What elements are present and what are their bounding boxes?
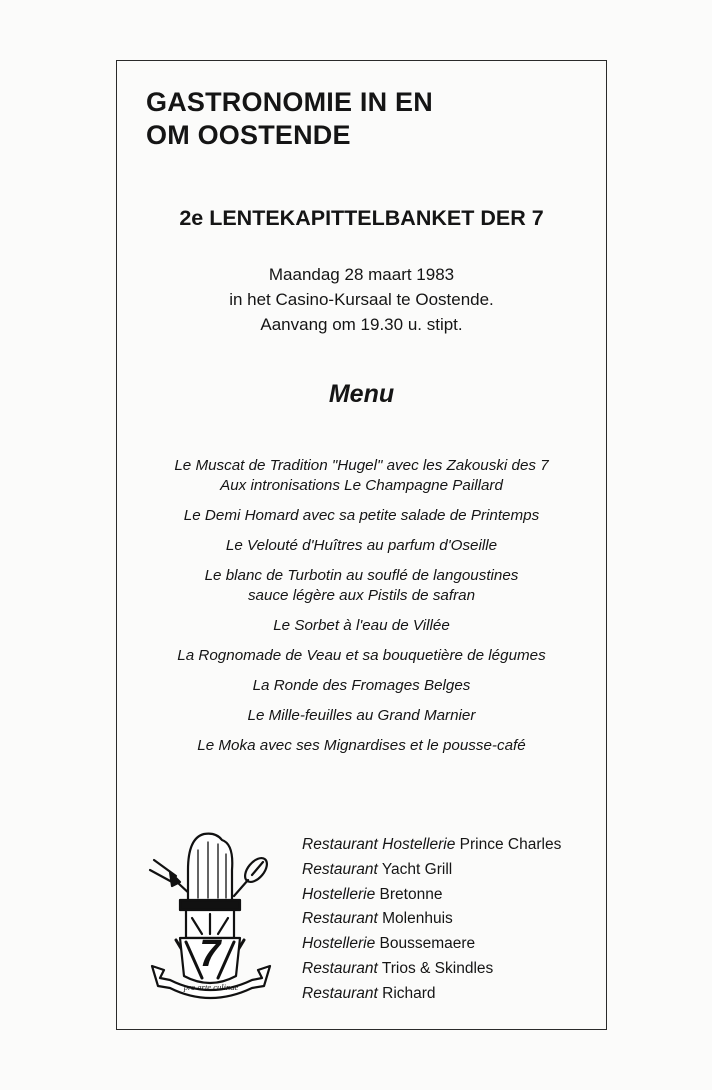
course-line: Le Moka avec ses Mignardises et le pousse-café bbox=[197, 737, 526, 754]
restaurant-item bbox=[302, 858, 561, 883]
restaurant-type: Restaurant bbox=[302, 860, 378, 878]
restaurant-name: Prince Charles bbox=[459, 836, 562, 853]
course-line: La Ronde des Fromages Belges bbox=[252, 677, 471, 694]
course-line: Le Sorbet à l'eau de Villée bbox=[273, 617, 450, 634]
course-line: sauce légère aux Pistils de safran bbox=[247, 587, 476, 604]
restaurant-type: Restaurant Hostellerie bbox=[302, 836, 456, 853]
event-date: Maandag 28 maart 1983 bbox=[268, 265, 455, 284]
title-line: GASTRONOMIE IN EN bbox=[146, 87, 433, 117]
menu-course bbox=[116, 536, 607, 556]
event-start-time: Aanvang om 19.30 u. stipt. bbox=[260, 315, 463, 334]
course-line: Le blanc de Turbotin au souflé de langoustines bbox=[204, 567, 519, 584]
restaurant-item bbox=[302, 982, 561, 1007]
title-line: OM OOSTENDE bbox=[146, 120, 351, 150]
emblem-ribbon-text: pro arte culinae bbox=[183, 982, 239, 992]
course-line: Le Demi Homard avec sa petite salade de Printemps bbox=[183, 507, 540, 524]
menu-course bbox=[116, 506, 607, 526]
restaurant-name: Yacht Grill bbox=[381, 860, 453, 878]
course-line: Le Mille-feuilles au Grand Marnier bbox=[247, 707, 476, 724]
course-line: La Rognomade de Veau et sa bouquetière de légumes bbox=[177, 647, 546, 664]
event-location: in het Casino-Kursaal te Oostende. bbox=[229, 290, 494, 309]
menu-course bbox=[116, 706, 607, 726]
chef-hat-emblem-icon bbox=[146, 830, 276, 1005]
restaurant-name: Trios & Skindles bbox=[381, 959, 494, 977]
restaurant-type: Restaurant bbox=[302, 984, 378, 1002]
restaurant-list bbox=[302, 833, 561, 1007]
restaurant-type: Hostellerie bbox=[302, 935, 376, 953]
menu-course bbox=[116, 566, 607, 606]
restaurant-item bbox=[302, 907, 561, 932]
menu-course bbox=[116, 616, 607, 636]
menu-course bbox=[116, 646, 607, 666]
restaurant-name: Molenhuis bbox=[382, 910, 453, 928]
restaurant-name: Richard bbox=[382, 984, 436, 1002]
menu-course bbox=[116, 456, 607, 496]
menu-heading: Menu bbox=[328, 380, 395, 408]
course-line: Aux intronisations Le Champagne Paillard bbox=[220, 477, 503, 494]
restaurant-type: Restaurant bbox=[302, 959, 378, 977]
restaurant-item bbox=[302, 883, 561, 908]
restaurant-type: Hostellerie bbox=[302, 885, 376, 903]
menu-list bbox=[116, 456, 607, 766]
menu-course bbox=[116, 736, 607, 756]
restaurant-name: Boussemaere bbox=[379, 935, 476, 953]
restaurant-item bbox=[302, 932, 561, 957]
course-line: Le Muscat de Tradition "Hugel" avec les Zakouski des 7 bbox=[174, 457, 549, 474]
menu-course bbox=[116, 676, 607, 696]
page-title bbox=[146, 86, 433, 152]
emblem-numeral: 7 bbox=[199, 933, 221, 975]
course-line: Le Velouté d'Huîtres au parfum d'Oseille bbox=[225, 537, 498, 554]
restaurant-name: Bretonne bbox=[379, 885, 443, 903]
restaurant-type: Restaurant bbox=[302, 910, 378, 928]
restaurant-item bbox=[302, 833, 561, 858]
event-title: 2e LENTEKAPITTELBANKET DER 7 bbox=[179, 206, 544, 230]
restaurant-item bbox=[302, 957, 561, 982]
event-info bbox=[116, 262, 607, 337]
